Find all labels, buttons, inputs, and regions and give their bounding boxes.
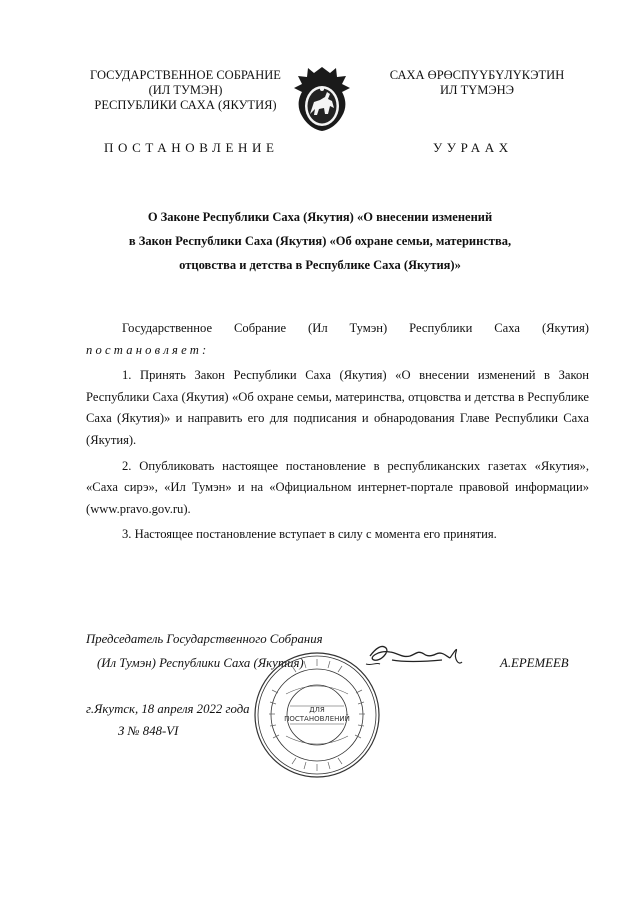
preamble-line — [86, 318, 589, 340]
issuer-name-sakha — [368, 68, 586, 98]
preamble-word: Собрание — [234, 321, 287, 335]
issuer-line-1: ГОСУДАРСТВЕННОЕ СОБРАНИЕ — [90, 68, 281, 82]
doc-kind-sakha: УУРААХ — [433, 140, 513, 155]
sakha-coat-of-arms-icon — [290, 64, 354, 134]
preamble-verb: постановляет: — [86, 342, 210, 357]
stamp-text-line-1: ДЛЯ — [309, 706, 325, 714]
preamble-word: Саха — [494, 321, 520, 335]
title-line-3: отцовства и детства в Республике Саха (Якутия)» — [179, 258, 461, 272]
document-number: З № 848-VI — [118, 724, 179, 738]
clause-3: 3. Настоящее постановление вступает в силу с момента его принятия. — [122, 527, 497, 542]
clause-1: 1. Принять Закон Республики Саха (Якутия) «О внесении изменений в Закон Республики Саха (Якутия) «Об охране семьи, материнства, отцовства и детства в Республике Саха (Якутия)» и направить его для подписания и обнародования Главе Республики Саха (Якутия). — [86, 368, 589, 447]
issuer-sakha-line-1: САХА ӨРӨСПҮҮБҮЛҮКЭТИН — [389, 68, 565, 82]
place-and-date: г.Якутск, 18 апреля 2022 года — [86, 702, 250, 716]
signatory-name: А.ЕРЕМЕЕВ — [500, 656, 569, 670]
issuer-name-russian — [78, 68, 293, 113]
title-line-2: в Закон Республики Саха (Якутия) «Об охране семьи, материнства, — [128, 234, 512, 248]
document-body — [86, 318, 589, 550]
issuer-line-2: (ИЛ ТУМЭН) — [148, 83, 223, 97]
preamble-word: (Якутия) — [541, 321, 589, 335]
issuer-line-3: РЕСПУБЛИКИ САХА (ЯКУТИЯ) — [94, 98, 277, 112]
handwritten-signature — [362, 638, 468, 672]
preamble-word: Республики — [409, 321, 473, 335]
doc-kind-russian: ПОСТАНОВЛЕНИЕ — [104, 140, 279, 155]
preamble-word: Государственное — [122, 321, 213, 335]
preamble-word: (Ил — [308, 321, 328, 335]
clause-2: 2. Опубликовать настоящее постановление в республиканских газетах «Якутия», «Саха сирэ», «Ил Тумэн» и на «Официальном интернет-портале правовой информации» (www.pravo.gov.ru). — [86, 458, 589, 516]
title-line-1: О Законе Республики Саха (Якутия) «О внесении изменений — [147, 210, 493, 224]
document-title — [90, 205, 550, 277]
signatory-position-line-1: Председатель Государственного Собрания — [86, 632, 323, 646]
signatory-position-line-2: (Ил Тумэн) Республики Саха (Якутия) — [97, 656, 304, 670]
stamp-text-line-2: ПОСТАНОВЛЕНИЙ — [284, 715, 350, 723]
issuer-sakha-line-2: ИЛ ТҮМЭНЭ — [440, 83, 514, 97]
preamble-word: Тумэн) — [349, 321, 388, 335]
